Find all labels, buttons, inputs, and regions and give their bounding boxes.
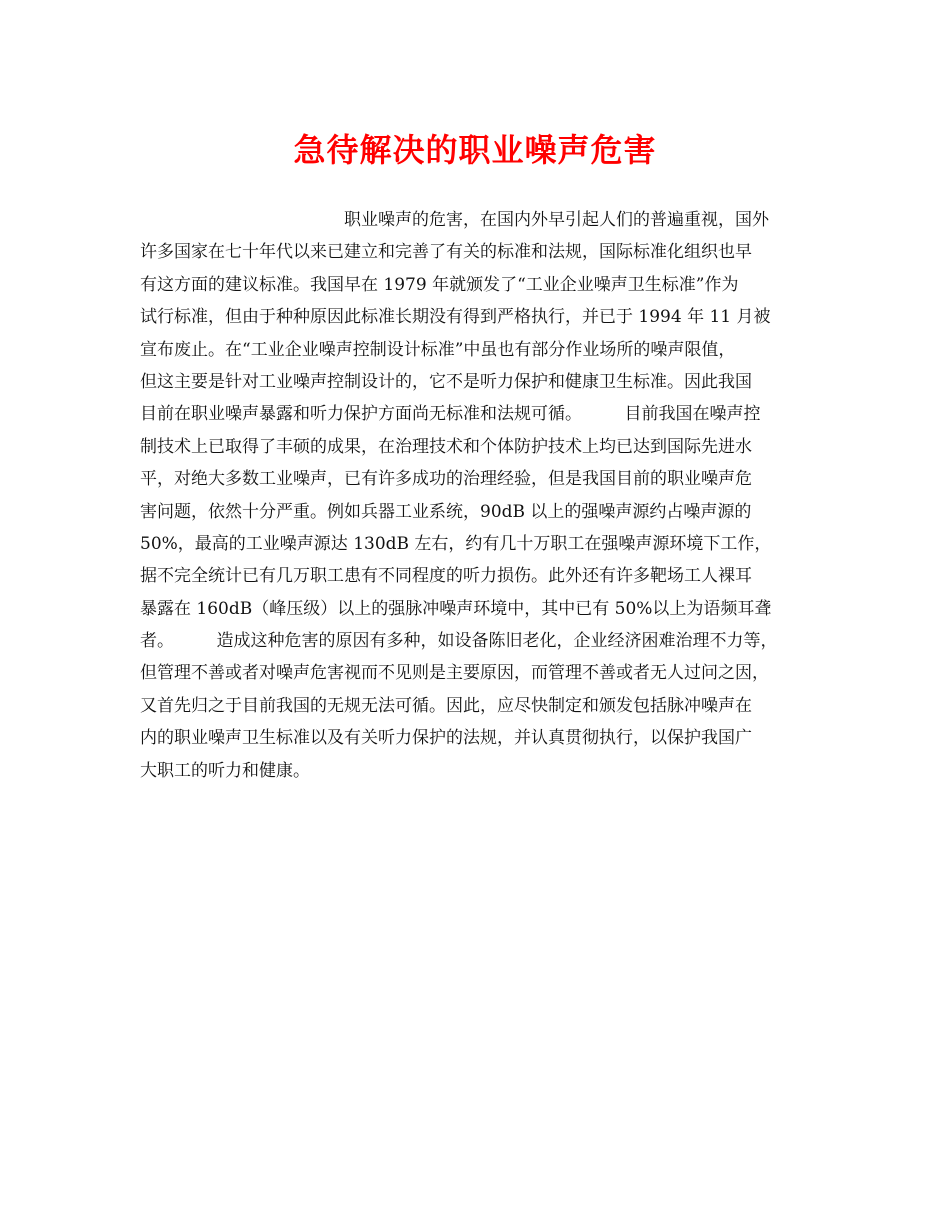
body-text <box>140 204 840 787</box>
body-line: 目前在职业噪声暴露和听力保护方面尚无标准和法规可循。 目前我国在噪声控 <box>140 404 761 425</box>
body-line: 大职工的听力和健康。 <box>140 760 310 781</box>
body-line: 但管理不善或者对噪声危害视而不见则是主要原因，而管理不善或者无人过问之因， <box>140 663 769 684</box>
body-line: 试行标准，但由于种种原因此标准长期没有得到严格执行，并已于 1994 年 11 月被 <box>140 307 771 328</box>
body-line: 50%，最高的工业噪声源达 130dB 左右，约有几十万职工在强噪声源环境下工作， <box>140 533 772 554</box>
body-line: 宣布废止。在“工业企业噪声控制设计标准”中虽也有部分作业场所的噪声限值， <box>140 339 736 360</box>
body-line: 平，对绝大多数工业噪声，已有许多成功的治理经验，但是我国目前的职业噪声危 <box>140 469 752 490</box>
body-line: 害问题，依然十分严重。例如兵器工业系统，90dB 以上的强噪声源约占噪声源的 <box>140 501 752 522</box>
page-title: 急待解决的职业噪声危害 <box>293 131 657 169</box>
body-line: 者。 造成这种危害的原因有多种，如设备陈旧老化，企业经济困难治理不力等， <box>140 631 778 652</box>
body-line: 据不完全统计已有几万职工患有不同程度的听力损伤。此外还有许多靶场工人裸耳 <box>140 566 752 587</box>
body-line: 职业噪声的危害，在国内外早引起人们的普遍重视，国外 <box>344 210 769 230</box>
body-line: 许多国家在七十年代以来已建立和完善了有关的标准和法规，国际标准化组织也早 <box>140 242 752 263</box>
body-line: 暴露在 160dB（峰压级）以上的强脉冲噪声环境中，其中已有 50%以上为语频耳聋 <box>140 598 772 619</box>
body-line: 但这主要是针对工业噪声控制设计的，它不是听力保护和健康卫生标准。因此我国 <box>140 371 752 392</box>
body-line: 内的职业噪声卫生标准以及有关听力保护的法规，并认真贯彻执行，以保护我国广 <box>140 728 752 749</box>
body-line: 有这方面的建议标准。我国早在 1979 年就颁发了“工业企业噪声卫生标准”作为 <box>140 274 739 295</box>
body-line: 制技术上已取得了丰硕的成果，在治理技术和个体防护技术上均已达到国际先进水 <box>140 436 752 457</box>
body-line: 又首先归之于目前我国的无规无法可循。因此，应尽快制定和颁发包括脉冲噪声在 <box>140 695 752 716</box>
